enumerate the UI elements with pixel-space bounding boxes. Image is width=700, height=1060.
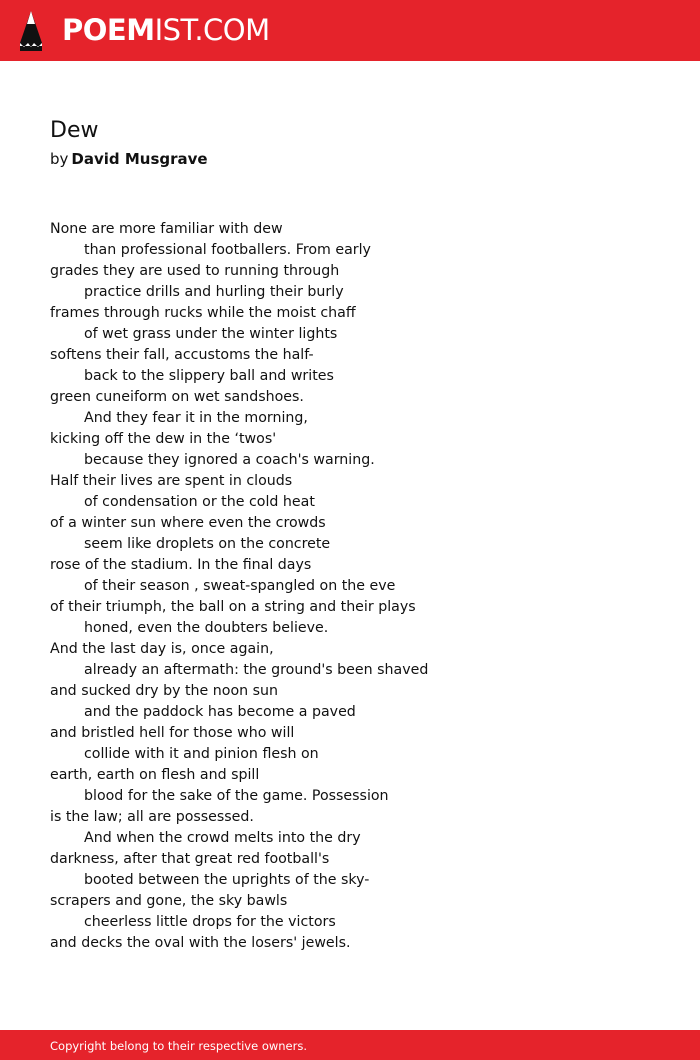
poem-line: softens their fall, accustoms the half-	[50, 347, 314, 363]
logo-bold-part: POEM	[62, 13, 155, 47]
poem-line: of their triumph, the ball on a string and their plays	[50, 599, 416, 615]
byline	[50, 149, 208, 169]
author-name: David Musgrave	[71, 150, 208, 168]
site-header	[0, 0, 700, 61]
poem-line: than professional footballers. From early	[84, 242, 371, 258]
poem-line: scrapers and gone, the sky bawls	[50, 893, 288, 909]
poem-line: And they fear it in the morning,	[84, 410, 308, 426]
poem-line: Half their lives are spent in clouds	[50, 473, 293, 489]
poem-line: And the last day is, once again,	[50, 641, 274, 657]
logo-light-part: IST.COM	[154, 13, 270, 47]
poem-line: of wet grass under the winter lights	[84, 326, 338, 342]
poem-line: grades they are used to running through	[50, 263, 340, 279]
poem-line: None are more familiar with dew	[50, 221, 283, 237]
poem-line: collide with it and pinion flesh on	[84, 746, 319, 762]
poem-title: Dew	[50, 118, 99, 143]
copyright-text: Copyright belong to their respective owners.	[50, 1039, 308, 1053]
poem-line: rose of the stadium. In the final days	[50, 557, 312, 573]
poem-line: green cuneiform on wet sandshoes.	[50, 389, 304, 405]
poem-line: frames through rucks while the moist chaff	[50, 305, 356, 321]
poem-line: because they ignored a coach's warning.	[84, 452, 375, 468]
poem-line: And when the crowd melts into the dry	[84, 830, 361, 846]
poem-line: back to the slippery ball and writes	[84, 368, 334, 384]
poem-line: booted between the uprights of the sky-	[84, 872, 370, 888]
poem-line: earth, earth on flesh and spill	[50, 767, 260, 783]
poem-line: of condensation or the cold heat	[84, 494, 315, 510]
poem-body	[50, 219, 670, 954]
poem-line: seem like droplets on the concrete	[84, 536, 331, 552]
poem-line: is the law; all are possessed.	[50, 809, 254, 825]
poem-line: and sucked dry by the noon sun	[50, 683, 279, 699]
poem-line: of a winter sun where even the crowds	[50, 515, 326, 531]
poem-line: practice drills and hurling their burly	[84, 284, 344, 300]
site-logo[interactable]	[62, 13, 270, 47]
poem-line: honed, even the doubters believe.	[84, 620, 329, 636]
poem-line: and bristled hell for those who will	[50, 725, 295, 741]
poem-line: of their season , sweat-spangled on the eve	[84, 578, 396, 594]
poem-line: already an aftermath: the ground's been shaved	[84, 662, 429, 678]
byline-prefix: by	[50, 150, 69, 168]
pencil-icon	[18, 10, 44, 52]
poem-line: cheerless little drops for the victors	[84, 914, 336, 930]
poem-line: kicking off the dew in the ‘twos'	[50, 431, 277, 447]
poem-line: blood for the sake of the game. Possession	[84, 788, 389, 804]
poem-line: and the paddock has become a paved	[84, 704, 356, 720]
poem-line: and decks the oval with the losers' jewels.	[50, 935, 351, 951]
poem-line: darkness, after that great red football's	[50, 851, 330, 867]
site-footer	[0, 1030, 700, 1060]
